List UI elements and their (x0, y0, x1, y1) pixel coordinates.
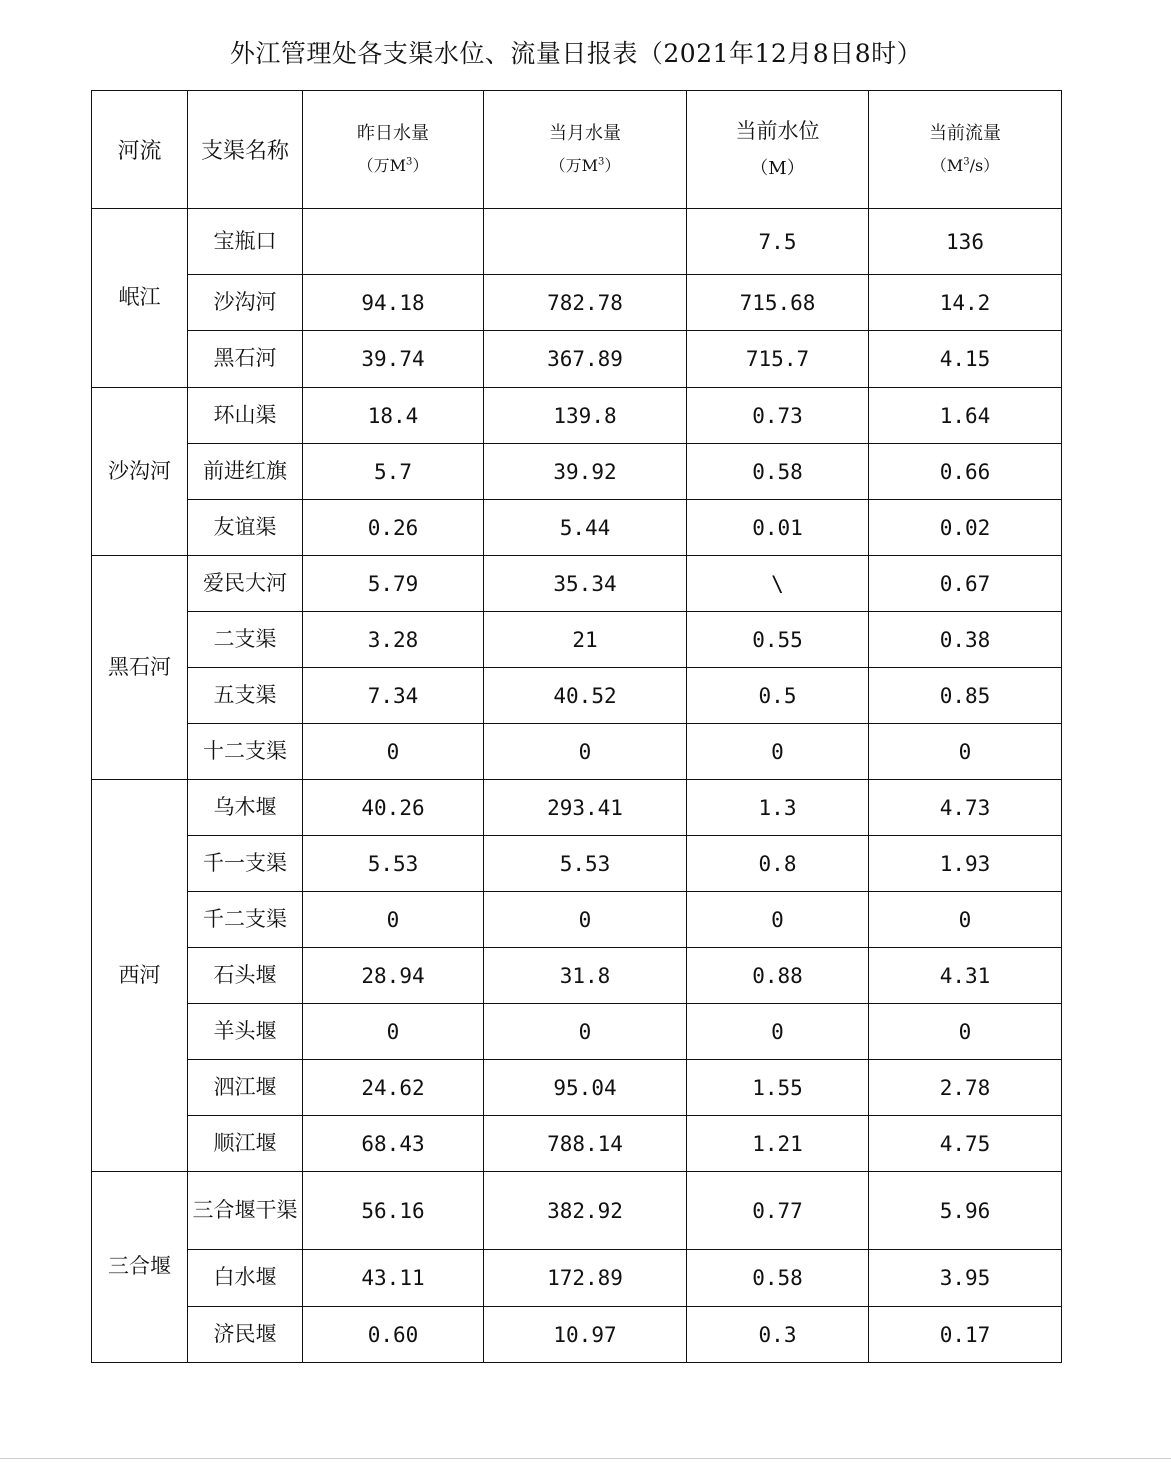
month-volume-cell: 0 (484, 1004, 687, 1060)
header-river: 河流 (92, 91, 188, 209)
channel-name-cell: 羊头堰 (188, 1004, 303, 1060)
flow-rate-cell: 0 (869, 892, 1062, 948)
channel-name-cell: 爱民大河 (188, 556, 303, 612)
table-row (92, 1116, 1062, 1172)
flow-rate-cell: 136 (869, 209, 1062, 275)
month-volume-cell: 5.44 (484, 500, 687, 556)
flow-rate-cell: 0 (869, 1004, 1062, 1060)
channel-name-cell: 五支渠 (188, 668, 303, 724)
table-row (92, 1004, 1062, 1060)
table-header (92, 91, 1062, 209)
header-level-label: 当前水位 (735, 119, 820, 144)
month-volume-cell: 39.92 (484, 444, 687, 500)
channel-name-cell: 二支渠 (188, 612, 303, 668)
flow-rate-cell: 3.95 (869, 1250, 1062, 1307)
yesterday-volume-cell (303, 209, 484, 275)
yesterday-volume-cell: 0.60 (303, 1307, 484, 1363)
yesterday-volume-cell: 0.26 (303, 500, 484, 556)
channel-name-cell: 黑石河 (188, 331, 303, 388)
water-level-cell: 7.5 (687, 209, 869, 275)
water-level-cell: 0.55 (687, 612, 869, 668)
yesterday-volume-cell: 18.4 (303, 388, 484, 444)
water-level-cell: 715.68 (687, 275, 869, 331)
yesterday-volume-cell: 0 (303, 1004, 484, 1060)
header-yesterday (303, 91, 484, 209)
water-level-cell: 0 (687, 724, 869, 780)
flow-rate-cell: 0.66 (869, 444, 1062, 500)
channel-name-cell: 石头堰 (188, 948, 303, 1004)
water-level-cell: 0.3 (687, 1307, 869, 1363)
channel-name-cell: 顺江堰 (188, 1116, 303, 1172)
flow-rate-cell: 0.02 (869, 500, 1062, 556)
header-month-label: 当月水量 (549, 123, 621, 145)
yesterday-volume-cell: 24.62 (303, 1060, 484, 1116)
water-level-cell: 0.73 (687, 388, 869, 444)
table-row (92, 780, 1062, 836)
water-level-cell: 0.58 (687, 444, 869, 500)
water-level-cell: 0 (687, 892, 869, 948)
water-level-cell: 0.58 (687, 1250, 869, 1307)
page-bottom-divider (0, 1458, 1171, 1459)
water-level-cell: 0.88 (687, 948, 869, 1004)
month-volume-cell: 293.41 (484, 780, 687, 836)
report-title: 外江管理处各支渠水位、流量日报表（2021年12月8日8时） (229, 39, 923, 68)
month-volume-cell: 0 (484, 724, 687, 780)
month-volume-cell: 782.78 (484, 275, 687, 331)
table-row (92, 500, 1062, 556)
water-level-cell: 1.21 (687, 1116, 869, 1172)
header-level-unit: （M） (750, 158, 805, 180)
yesterday-volume-cell: 3.28 (303, 612, 484, 668)
header-row (92, 91, 1062, 209)
month-volume-cell: 367.89 (484, 331, 687, 388)
flow-rate-cell: 0.17 (869, 1307, 1062, 1363)
water-level-cell: 0.5 (687, 668, 869, 724)
table-row (92, 892, 1062, 948)
yesterday-volume-cell: 0 (303, 724, 484, 780)
header-flow (869, 91, 1062, 209)
flow-rate-cell: 4.31 (869, 948, 1062, 1004)
header-month (484, 91, 687, 209)
channel-name-cell: 济民堰 (188, 1307, 303, 1363)
river-cell: 岷江 (92, 209, 188, 388)
header-yesterday-label: 昨日水量 (357, 123, 429, 145)
month-volume-cell: 40.52 (484, 668, 687, 724)
month-volume-cell: 139.8 (484, 388, 687, 444)
channel-name-cell: 泗江堰 (188, 1060, 303, 1116)
water-level-cell: \ (687, 556, 869, 612)
river-cell: 西河 (92, 780, 188, 1172)
yesterday-volume-cell: 68.43 (303, 1116, 484, 1172)
channel-name-cell: 乌木堰 (188, 780, 303, 836)
month-volume-cell: 35.34 (484, 556, 687, 612)
month-volume-cell: 21 (484, 612, 687, 668)
table-row (92, 556, 1062, 612)
channel-name-cell: 千一支渠 (188, 836, 303, 892)
table-row (92, 444, 1062, 500)
channel-name-cell: 环山渠 (188, 388, 303, 444)
channel-name-cell: 白水堰 (188, 1250, 303, 1307)
header-flow-unit: $(M^3/s)$ (930, 156, 1000, 176)
table-row (92, 612, 1062, 668)
water-level-cell: 0.01 (687, 500, 869, 556)
yesterday-volume-cell: 7.34 (303, 668, 484, 724)
table-row (92, 275, 1062, 331)
table-body (92, 209, 1062, 1363)
table-row (92, 388, 1062, 444)
flow-rate-cell: 14.2 (869, 275, 1062, 331)
flow-rate-cell: 4.73 (869, 780, 1062, 836)
month-volume-cell: 95.04 (484, 1060, 687, 1116)
river-cell: 沙沟河 (92, 388, 188, 556)
river-cell: 黑石河 (92, 556, 188, 780)
table-row (92, 1307, 1062, 1363)
month-volume-cell: 5.53 (484, 836, 687, 892)
flow-rate-cell: 5.96 (869, 1172, 1062, 1250)
table-row (92, 209, 1062, 275)
table-row (92, 668, 1062, 724)
channel-name-cell: 十二支渠 (188, 724, 303, 780)
table-row (92, 1172, 1062, 1250)
flow-rate-cell: 0 (869, 724, 1062, 780)
table-row (92, 331, 1062, 388)
table-row (92, 1060, 1062, 1116)
channel-name-cell: 三合堰干渠 (188, 1172, 303, 1250)
flow-rate-cell: 4.15 (869, 331, 1062, 388)
channel-name-cell: 千二支渠 (188, 892, 303, 948)
water-level-cell: 715.7 (687, 331, 869, 388)
river-cell: 三合堰 (92, 1172, 188, 1363)
month-volume-cell: 31.8 (484, 948, 687, 1004)
channel-name-cell: 沙沟河 (188, 275, 303, 331)
table-row (92, 836, 1062, 892)
channel-name-cell: 前进红旗 (188, 444, 303, 500)
yesterday-volume-cell: 28.94 (303, 948, 484, 1004)
header-channel: 支渠名称 (188, 91, 303, 209)
water-level-cell: 0.77 (687, 1172, 869, 1250)
yesterday-volume-cell: 40.26 (303, 780, 484, 836)
flow-rate-cell: 2.78 (869, 1060, 1062, 1116)
channel-name-cell: 友谊渠 (188, 500, 303, 556)
water-level-cell: 0.8 (687, 836, 869, 892)
month-volume-cell: 10.97 (484, 1307, 687, 1363)
flow-rate-cell: 4.75 (869, 1116, 1062, 1172)
table-row (92, 1250, 1062, 1307)
flow-rate-cell: 0.85 (869, 668, 1062, 724)
channel-name-cell: 宝瓶口 (188, 209, 303, 275)
report-table (91, 90, 1062, 1363)
table-row (92, 948, 1062, 1004)
yesterday-volume-cell: 5.79 (303, 556, 484, 612)
yesterday-volume-cell: 0 (303, 892, 484, 948)
month-volume-cell: 788.14 (484, 1116, 687, 1172)
yesterday-volume-cell: 5.53 (303, 836, 484, 892)
header-level (687, 91, 869, 209)
yesterday-volume-cell: 5.7 (303, 444, 484, 500)
flow-rate-cell: 0.38 (869, 612, 1062, 668)
header-month-unit: （万$M^3$） (549, 156, 621, 176)
header-flow-label: 当前流量 (929, 123, 1001, 145)
flow-rate-cell: 1.64 (869, 388, 1062, 444)
yesterday-volume-cell: 39.74 (303, 331, 484, 388)
month-volume-cell: 0 (484, 892, 687, 948)
yesterday-volume-cell: 56.16 (303, 1172, 484, 1250)
month-volume-cell: 382.92 (484, 1172, 687, 1250)
yesterday-volume-cell: 94.18 (303, 275, 484, 331)
header-yesterday-unit: （万$M^3$） (357, 156, 429, 176)
flow-rate-cell: 1.93 (869, 836, 1062, 892)
water-level-cell: 0 (687, 1004, 869, 1060)
water-level-cell: 1.55 (687, 1060, 869, 1116)
water-level-cell: 1.3 (687, 780, 869, 836)
month-volume-cell (484, 209, 687, 275)
flow-rate-cell: 0.67 (869, 556, 1062, 612)
yesterday-volume-cell: 43.11 (303, 1250, 484, 1307)
table-row (92, 724, 1062, 780)
month-volume-cell: 172.89 (484, 1250, 687, 1307)
